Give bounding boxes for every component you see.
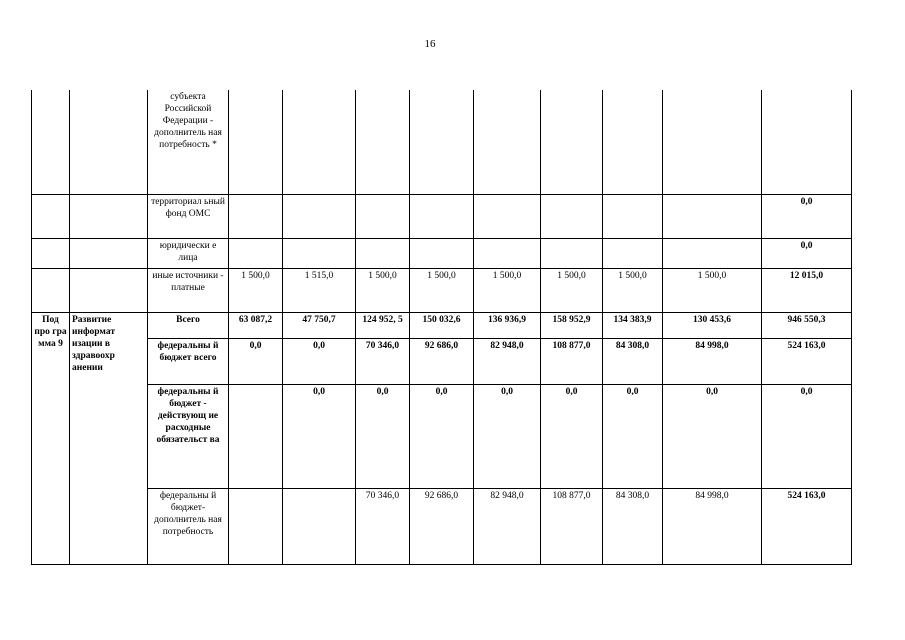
year-value-cell: 92 686,0 xyxy=(410,488,474,564)
year-value-cell: 0,0 xyxy=(356,384,410,488)
year-value-cell: 108 877,0 xyxy=(541,488,603,564)
year-value-cell: 63 087,2 xyxy=(229,312,283,338)
program-cell-empty xyxy=(32,90,70,194)
program-cell-empty xyxy=(32,268,70,312)
program-cell-empty xyxy=(32,238,70,268)
year-value-cell: 0,0 xyxy=(541,384,603,488)
funding-source-label: юридически е лица xyxy=(148,238,229,268)
year-value-cell: 1 500,0 xyxy=(663,268,762,312)
year-value-cell xyxy=(356,90,410,194)
name-cell-empty xyxy=(70,268,148,312)
year-value-cell: 0,0 xyxy=(229,338,283,384)
year-value-cell xyxy=(356,238,410,268)
year-value-cell xyxy=(541,90,603,194)
year-value-cell: 150 032,6 xyxy=(410,312,474,338)
name-cell-empty xyxy=(70,90,148,194)
year-value-cell: 1 515,0 xyxy=(283,268,356,312)
year-value-cell xyxy=(663,238,762,268)
year-value-cell: 84 308,0 xyxy=(603,338,663,384)
subprogram-name: Развитие информат изации в здравоохр анении xyxy=(70,312,148,564)
year-value-cell: 1 500,0 xyxy=(603,268,663,312)
total-value-cell: 946 550,3 xyxy=(762,312,852,338)
table-row xyxy=(32,194,852,238)
year-value-cell xyxy=(356,194,410,238)
year-value-cell xyxy=(229,238,283,268)
year-value-cell xyxy=(283,488,356,564)
year-value-cell: 84 998,0 xyxy=(663,338,762,384)
year-value-cell: 0,0 xyxy=(283,384,356,488)
funding-source-label: федеральны й бюджет - действующ ие расходные обязательст ва xyxy=(148,384,229,488)
table-row xyxy=(32,90,852,194)
year-value-cell xyxy=(603,90,663,194)
subprogram-number: Под про гра мма 9 xyxy=(32,312,70,564)
year-value-cell xyxy=(229,90,283,194)
budget-table xyxy=(31,90,852,565)
year-value-cell: 124 952, 5 xyxy=(356,312,410,338)
year-value-cell xyxy=(410,90,474,194)
year-value-cell: 0,0 xyxy=(283,338,356,384)
name-cell-empty xyxy=(70,238,148,268)
year-value-cell: 70 346,0 xyxy=(356,338,410,384)
year-value-cell xyxy=(283,90,356,194)
year-value-cell: 1 500,0 xyxy=(474,268,541,312)
program-cell-empty xyxy=(32,194,70,238)
year-value-cell xyxy=(474,238,541,268)
funding-source-label: субъекта Российской Федерации - дополнитель ная потребность * xyxy=(148,90,229,194)
year-value-cell: 1 500,0 xyxy=(356,268,410,312)
year-value-cell: 84 308,0 xyxy=(603,488,663,564)
table-row xyxy=(32,268,852,312)
table-row xyxy=(32,238,852,268)
year-value-cell: 47 750,7 xyxy=(283,312,356,338)
funding-source-label: федеральны й бюджет- дополнитель ная потребность xyxy=(148,488,229,564)
year-value-cell: 82 948,0 xyxy=(474,488,541,564)
page-number: 16 xyxy=(424,38,436,50)
table-row xyxy=(32,338,852,384)
total-value-cell: 12 015,0 xyxy=(762,268,852,312)
table-row xyxy=(32,384,852,488)
table-row xyxy=(32,312,852,338)
year-value-cell: 1 500,0 xyxy=(229,268,283,312)
year-value-cell: 0,0 xyxy=(410,384,474,488)
year-value-cell: 134 383,9 xyxy=(603,312,663,338)
year-value-cell xyxy=(541,238,603,268)
year-value-cell: 1 500,0 xyxy=(410,268,474,312)
year-value-cell: 0,0 xyxy=(663,384,762,488)
year-value-cell: 0,0 xyxy=(474,384,541,488)
year-value-cell xyxy=(474,194,541,238)
total-value-cell xyxy=(762,90,852,194)
year-value-cell xyxy=(283,238,356,268)
funding-source-label: иные источники - платные xyxy=(148,268,229,312)
year-value-cell xyxy=(410,194,474,238)
total-value-cell: 0,0 xyxy=(762,194,852,238)
year-value-cell xyxy=(283,194,356,238)
year-value-cell: 130 453,6 xyxy=(663,312,762,338)
year-value-cell xyxy=(603,194,663,238)
funding-source-label: территориал ьный фонд ОМС xyxy=(148,194,229,238)
year-value-cell: 92 686,0 xyxy=(410,338,474,384)
year-value-cell xyxy=(229,384,283,488)
year-value-cell: 70 346,0 xyxy=(356,488,410,564)
funding-source-label: Всего xyxy=(148,312,229,338)
year-value-cell: 108 877,0 xyxy=(541,338,603,384)
name-cell-empty xyxy=(70,194,148,238)
year-value-cell: 84 998,0 xyxy=(663,488,762,564)
year-value-cell xyxy=(410,238,474,268)
year-value-cell xyxy=(474,90,541,194)
year-value-cell: 136 936,9 xyxy=(474,312,541,338)
total-value-cell: 524 163,0 xyxy=(762,488,852,564)
year-value-cell xyxy=(663,90,762,194)
year-value-cell: 158 952,9 xyxy=(541,312,603,338)
year-value-cell xyxy=(663,194,762,238)
year-value-cell: 1 500,0 xyxy=(541,268,603,312)
year-value-cell: 0,0 xyxy=(603,384,663,488)
total-value-cell: 0,0 xyxy=(762,238,852,268)
year-value-cell xyxy=(229,488,283,564)
total-value-cell: 524 163,0 xyxy=(762,338,852,384)
year-value-cell: 82 948,0 xyxy=(474,338,541,384)
table-row xyxy=(32,488,852,564)
total-value-cell: 0,0 xyxy=(762,384,852,488)
year-value-cell xyxy=(229,194,283,238)
year-value-cell xyxy=(603,238,663,268)
year-value-cell xyxy=(541,194,603,238)
funding-source-label: федеральны й бюджет всего xyxy=(148,338,229,384)
